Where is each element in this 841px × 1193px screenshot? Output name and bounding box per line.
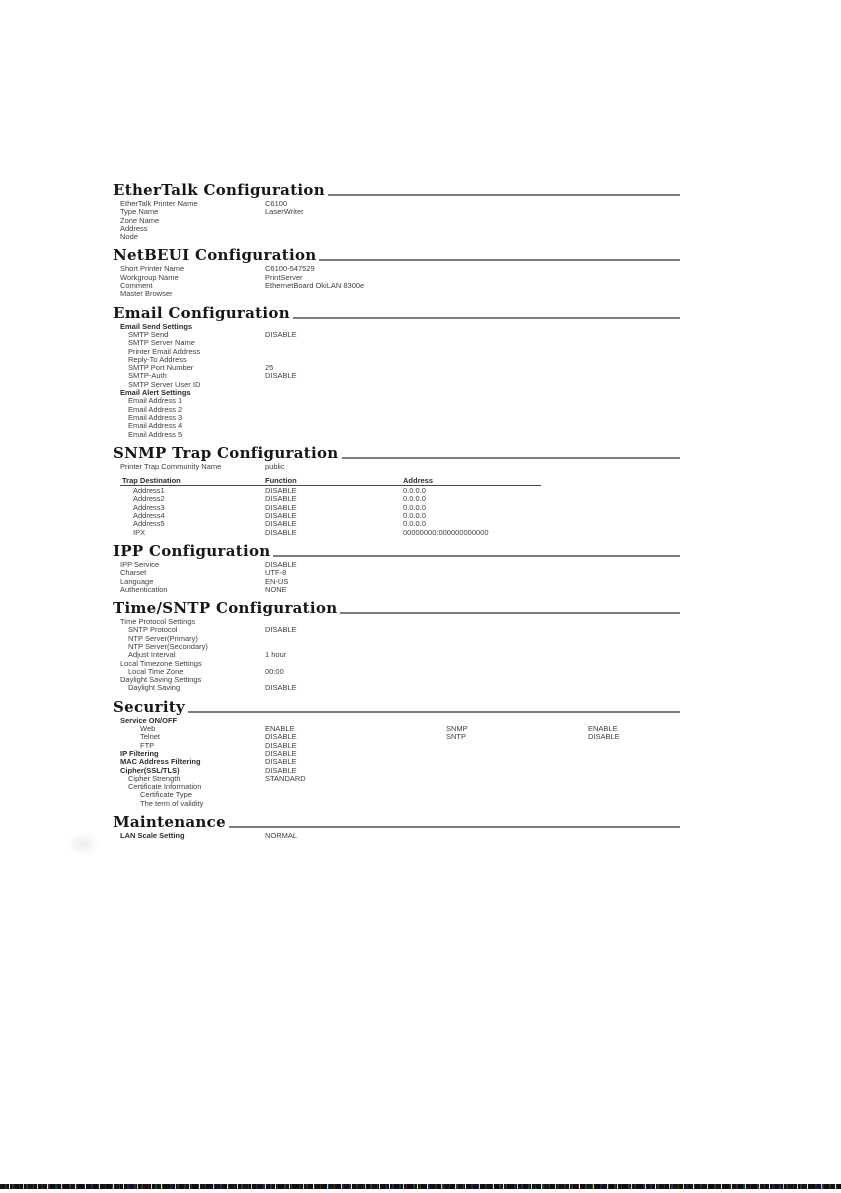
row-value: PrintServer — [265, 272, 303, 282]
section-title: SNMP Trap Configuration — [113, 443, 339, 462]
section-maintenance — [113, 814, 680, 840]
row-label: Email Address 2 — [128, 404, 183, 414]
config-row — [113, 569, 680, 577]
config-row — [113, 758, 680, 766]
row-value: STANDARD — [265, 773, 306, 783]
config-row — [113, 389, 680, 397]
row-label: Charset — [120, 568, 147, 578]
table-row — [113, 487, 680, 495]
row-value: UTF-8 — [265, 568, 287, 578]
row-label: Comment — [120, 281, 153, 291]
row-label: Type Name — [120, 207, 159, 217]
config-row — [113, 348, 680, 356]
table-header-cell: Function — [265, 476, 297, 486]
row-value: DISABLE — [265, 329, 297, 339]
section-title: Security — [113, 697, 186, 716]
config-row — [113, 618, 680, 626]
row-value: DISABLE — [265, 740, 297, 750]
table-cell-address: 0.0.0.0 — [403, 486, 426, 496]
config-row — [113, 660, 680, 668]
row-value: DISABLE — [265, 559, 297, 569]
config-row — [113, 676, 680, 684]
config-row — [113, 684, 680, 692]
row-label: Reply-To Address — [128, 354, 187, 364]
row-label: Local Time Zone — [128, 666, 184, 676]
table-cell-destination: Address4 — [133, 511, 165, 521]
heading-rule — [273, 555, 680, 557]
row-label: Email Address 1 — [128, 396, 183, 406]
row-value: DISABLE — [265, 732, 297, 742]
config-page — [113, 182, 680, 840]
table-row — [113, 504, 680, 512]
heading-rule — [319, 259, 680, 261]
section-heading — [113, 543, 680, 559]
row-label: Email Send Settings — [120, 321, 193, 331]
table-header-rule — [120, 485, 541, 486]
row-label: Email Address 3 — [128, 412, 183, 422]
section-title: Maintenance — [113, 813, 226, 832]
section-time-sntp-configuration — [113, 600, 680, 693]
row-label: NTP Server(Primary) — [128, 633, 198, 643]
row-value: LaserWriter — [265, 207, 304, 217]
row-value: NORMAL — [265, 831, 298, 841]
row-label: The term of validity — [140, 798, 204, 808]
table-row — [113, 529, 680, 537]
config-row — [113, 331, 680, 339]
section-heading — [113, 445, 680, 461]
config-row — [113, 800, 680, 808]
table-cell-function: DISABLE — [265, 502, 297, 512]
row-value: DISABLE — [265, 625, 297, 635]
config-row — [113, 431, 680, 439]
heading-rule — [229, 826, 680, 828]
row-label: SMTP Port Number — [128, 363, 194, 373]
section-netbeui-configuration — [113, 247, 680, 298]
section-title: IPP Configuration — [113, 541, 271, 560]
scan-noise-line — [0, 1184, 841, 1189]
row-value: DISABLE — [265, 757, 297, 767]
table-row — [113, 520, 680, 528]
table-header-row — [113, 477, 680, 487]
section-heading — [113, 305, 680, 321]
row-label: SNTP Protocol — [128, 625, 178, 635]
section-title: Email Configuration — [113, 303, 290, 322]
table-cell-address: 0.0.0.0 — [403, 494, 426, 504]
config-row — [113, 200, 680, 208]
row-label: Telnet — [140, 732, 161, 742]
config-row — [113, 356, 680, 364]
row-label: SMTP Server User ID — [128, 379, 201, 389]
table-cell-function: DISABLE — [265, 486, 297, 496]
row-label-secondary: SNTP — [446, 732, 467, 742]
row-value: 00:00 — [265, 666, 284, 676]
row-label: FTP — [140, 740, 155, 750]
row-label: SMTP Send — [128, 329, 169, 339]
row-label-secondary: SNMP — [446, 724, 468, 734]
config-row — [113, 225, 680, 233]
config-row — [113, 733, 680, 741]
table-header-cell: Address — [403, 476, 434, 486]
row-value-secondary: ENABLE — [588, 724, 618, 734]
heading-rule — [340, 612, 680, 614]
row-value: NONE — [265, 584, 287, 594]
row-label: Daylight Saving Settings — [120, 675, 202, 685]
scan-smudge-artifact — [66, 831, 100, 857]
row-label: Workgroup Name — [120, 272, 179, 282]
config-row — [113, 586, 680, 594]
section-title: Time/SNTP Configuration — [113, 599, 338, 618]
row-label: Address — [120, 223, 148, 233]
row-label: Cipher(SSL/TLS) — [120, 765, 180, 775]
config-row — [113, 323, 680, 331]
table-cell-destination: Address2 — [133, 494, 165, 504]
config-row — [113, 290, 680, 298]
config-row — [113, 406, 680, 414]
config-row — [113, 561, 680, 569]
section-snmp-trap-configuration — [113, 445, 680, 537]
table-cell-function: DISABLE — [265, 511, 297, 521]
row-value: EN-US — [265, 576, 289, 586]
config-row — [113, 265, 680, 273]
row-label: Printer Trap Community Name — [120, 461, 222, 471]
table-cell-function: DISABLE — [265, 494, 297, 504]
table-cell-function: DISABLE — [265, 527, 297, 537]
row-value: C6100-547529 — [265, 264, 315, 274]
row-label: Time Protocol Settings — [120, 617, 196, 627]
row-value: public — [265, 461, 285, 471]
row-label: Node — [120, 232, 138, 242]
row-label: Web — [140, 724, 156, 734]
table-cell-destination: Address5 — [133, 519, 165, 529]
config-row — [113, 397, 680, 405]
row-label: EtherTalk Printer Name — [120, 199, 198, 208]
row-label: IPP Service — [120, 559, 160, 569]
row-label: Master Browser — [120, 289, 173, 299]
config-row — [113, 643, 680, 651]
row-label: Email Address 5 — [128, 429, 183, 439]
row-value: C6100 — [265, 199, 288, 208]
row-value: 25 — [265, 363, 274, 373]
config-row — [113, 217, 680, 225]
row-label: Language — [120, 576, 154, 586]
config-row — [113, 767, 680, 775]
row-label: Short Printer Name — [120, 264, 185, 274]
row-label: Email Address 4 — [128, 421, 183, 431]
table-cell-address: 0.0.0.0 — [403, 511, 426, 521]
config-row — [113, 578, 680, 586]
config-row — [113, 414, 680, 422]
table-cell-address: 00000000:000000000000 — [403, 527, 489, 537]
section-ethertalk-configuration — [113, 182, 680, 241]
table-cell-destination: Address3 — [133, 502, 165, 512]
row-value: DISABLE — [265, 765, 297, 775]
config-row — [113, 742, 680, 750]
config-row — [113, 274, 680, 282]
table-cell-function: DISABLE — [265, 519, 297, 529]
row-label: Adjust Interval — [128, 650, 176, 660]
section-heading — [113, 182, 680, 198]
config-row — [113, 208, 680, 216]
config-row — [113, 422, 680, 430]
section-security — [113, 699, 680, 808]
row-value: 1 hour — [265, 650, 287, 660]
row-value: ENABLE — [265, 724, 295, 734]
config-row — [113, 282, 680, 290]
row-label: MAC Address Filtering — [120, 757, 201, 767]
heading-rule — [188, 711, 680, 713]
row-value: DISABLE — [265, 683, 297, 693]
section-email-configuration — [113, 305, 680, 439]
row-label: Authentication — [120, 584, 168, 594]
table-cell-address: 0.0.0.0 — [403, 519, 426, 529]
config-row — [113, 381, 680, 389]
row-value: EthernetBoard OkiLAN 8300e — [265, 281, 365, 291]
row-label: Certificate Information — [128, 782, 202, 792]
section-title: NetBEUI Configuration — [113, 246, 317, 265]
heading-rule — [342, 457, 680, 459]
section-title: EtherTalk Configuration — [113, 181, 325, 199]
section-heading — [113, 600, 680, 616]
row-label: Email Alert Settings — [120, 388, 191, 398]
table-cell-destination: Address1 — [133, 486, 165, 496]
heading-rule — [293, 317, 680, 319]
row-label: Certificate Type — [140, 790, 192, 800]
table-cell-destination: IPX — [133, 527, 146, 537]
section-heading — [113, 247, 680, 263]
row-label: Local Timezone Settings — [120, 658, 202, 668]
config-row — [113, 233, 680, 241]
row-label: SMTP-Auth — [128, 371, 167, 381]
config-row — [113, 364, 680, 372]
table-row — [113, 495, 680, 503]
section-heading — [113, 814, 680, 830]
config-row — [113, 463, 680, 471]
config-row — [113, 832, 680, 840]
row-label: Service ON/OFF — [120, 715, 178, 725]
table-row — [113, 512, 680, 520]
row-label: IP Filtering — [120, 748, 159, 758]
row-label: Daylight Saving — [128, 683, 181, 693]
row-label: LAN Scale Setting — [120, 831, 185, 841]
row-label: NTP Server(Secondary) — [128, 641, 208, 651]
config-row — [113, 783, 680, 791]
row-value-secondary: DISABLE — [588, 732, 620, 742]
row-value: DISABLE — [265, 748, 297, 758]
row-label: Cipher Strength — [128, 773, 181, 783]
row-label: Printer Email Address — [128, 346, 201, 356]
row-label: Zone Name — [120, 215, 160, 225]
section-ipp-configuration — [113, 543, 680, 594]
heading-rule — [328, 194, 680, 196]
table-cell-address: 0.0.0.0 — [403, 502, 426, 512]
row-label: SMTP Server Name — [128, 338, 195, 348]
config-row — [113, 626, 680, 634]
section-heading — [113, 699, 680, 715]
table-header-cell: Trap Destination — [122, 476, 181, 486]
row-value: DISABLE — [265, 371, 297, 381]
